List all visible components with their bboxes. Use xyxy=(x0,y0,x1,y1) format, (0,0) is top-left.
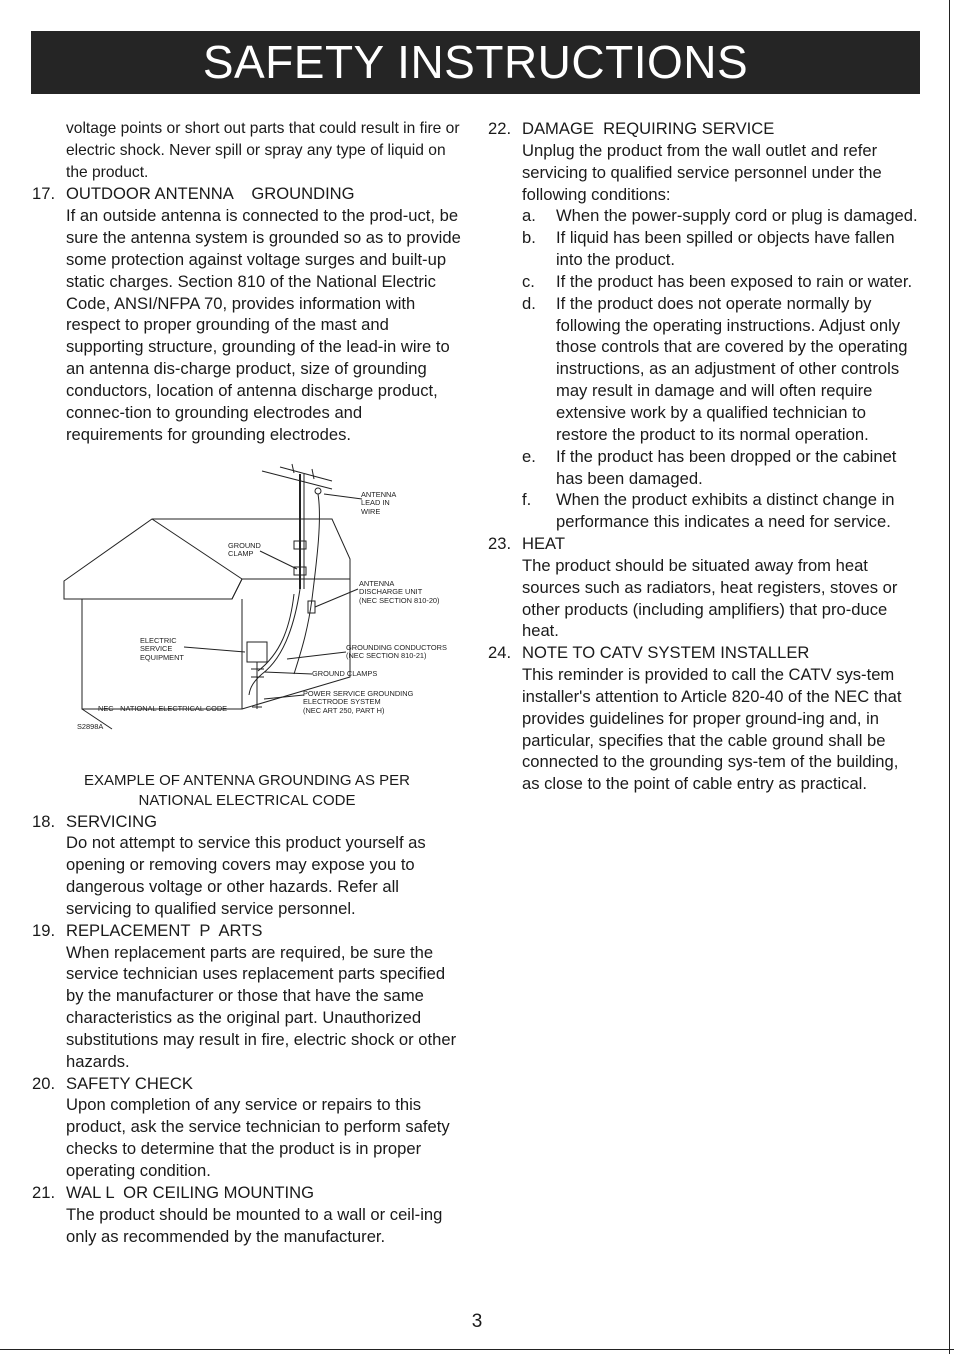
label-electric-service: ELECTRIC SERVICE EQUIPMENT xyxy=(140,635,184,662)
label-antenna-lead: ANTENNA LEAD IN WIRE xyxy=(361,489,397,516)
item-heading: SERVICING xyxy=(66,811,157,831)
sub-letter: f. xyxy=(522,490,532,510)
right-column xyxy=(488,118,918,795)
item-heading: SAFETY CHECK xyxy=(66,1073,193,1093)
sub-text: If the product has been dropped or the cabinet has been damaged. xyxy=(556,446,897,488)
item-number: 22. xyxy=(488,119,512,138)
item-20 xyxy=(32,1073,462,1182)
item-body: This reminder is provided to call the CATV sys-tem installer's attention to Article 820-40 of the NEC that provides guidelines for proper ground-ing and, in particular, specifies that the cable ground shall be connected to the grounding sys-tem of the building, as close to the point of cable entry as practical. xyxy=(522,665,902,794)
diagram-caption: EXAMPLE OF ANTENNA GROUNDING AS PER NATIONAL ELECTRICAL CODE xyxy=(84,771,410,809)
item-heading: WAL L OR CEILING MOUNTING xyxy=(66,1182,315,1202)
item-24 xyxy=(488,642,918,795)
page-number: 3 xyxy=(471,1311,483,1332)
sub-item-e xyxy=(488,446,918,490)
house-roof xyxy=(64,519,350,599)
label-code: S2898A xyxy=(77,721,104,731)
sub-letter: c. xyxy=(522,271,535,291)
item-body: Upon completion of any service or repairs to this product, ask the service technician to perform safety checks to determine that the product is in proper operating condition. xyxy=(66,1095,450,1181)
item-number: 18. xyxy=(32,811,56,831)
continuation-text: voltage points or short out parts that could result in fire or electric shock. Never spill or spray any type of liquid on the product. xyxy=(66,120,460,181)
item-body: When replacement parts are required, be sure the service technician uses replacement parts specified by the manufacturer or those that have the same characteristics as the original part. Unauthorized substitutions may result in fire, electric shock or other hazards. xyxy=(66,942,457,1071)
left-column xyxy=(32,118,462,1247)
item-heading: NOTE TO CATV SYSTEM INSTALLER xyxy=(522,643,810,663)
item-body: Unplug the product from the wall outlet and refer servicing to qualified service personnel under the following conditions: xyxy=(522,140,882,204)
item-number: 24. xyxy=(488,643,512,663)
label-power-service: POWER SERVICE GROUNDING ELECTRODE SYSTEM (NEC ART 250, PART H) xyxy=(303,688,414,715)
sub-item-d xyxy=(488,293,918,446)
item-heading: OUTDOOR ANTENNA GROUNDING xyxy=(66,184,355,204)
item-22 xyxy=(488,118,918,533)
item-heading: HEAT xyxy=(522,534,566,554)
item-number: 23. xyxy=(488,534,512,554)
page-title: SAFETY INSTRUCTIONS xyxy=(31,31,920,94)
item-body: If an outside antenna is connected to the prod-uct, be sure the antenna system is grounded so as to provide some protection against voltage surges and built-up static charges. Section 810 of the National Electric Code, ANSI/NFPA 70, provides information with respect to proper grounding of the mast and supporting structure, grounding of the lead-in wire to an antenna dis-charge product, size of grounding conductors, location of antenna discharge product, connec-tion to grounding electrodes and requirements for grounding electrodes. xyxy=(66,206,461,444)
sub-letter: b. xyxy=(522,228,536,248)
item-body: The product should be situated away from heat sources such as radiators, heat registers, stoves or other products (including amplifiers) that pro-duce heat. xyxy=(522,555,898,641)
sub-text: When the product exhibits a distinct change in performance this indicates a need for service. xyxy=(556,490,895,532)
sub-item-b xyxy=(488,227,918,271)
sub-letter: d. xyxy=(522,293,536,313)
sub-item-a xyxy=(488,205,918,227)
sub-letter: e. xyxy=(522,446,536,466)
item-number: 19. xyxy=(32,920,56,940)
label-nec: NEC - NATIONAL ELECTRICAL CODE xyxy=(98,703,228,713)
item-heading: REPLACEMENT P ARTS xyxy=(66,920,263,940)
item-23 xyxy=(488,533,918,642)
item-21 xyxy=(32,1182,462,1248)
sub-item-c xyxy=(488,271,918,293)
sub-text: If liquid has been spilled or objects have fallen into the product. xyxy=(556,228,895,270)
item-18 xyxy=(32,811,462,920)
label-ground-clamps: GROUND CLAMPS xyxy=(312,668,378,678)
page-border-right xyxy=(949,0,950,1354)
item-17 xyxy=(32,183,462,445)
antenna-grounding-diagram xyxy=(32,459,462,769)
item-number: 21. xyxy=(32,1182,56,1202)
item-19 xyxy=(32,920,462,1073)
item-body: Do not attempt to service this product yourself as opening or removing covers may expose you to dangerous voltage or other hazards. Refer all servicing to qualified service personnel. xyxy=(66,833,426,918)
item-number: 20. xyxy=(32,1073,56,1093)
label-ground-clamp: GROUND CLAMP xyxy=(228,540,261,559)
item-body: The product should be mounted to a wall or ceil-ing only as recommended by the manufacturer. xyxy=(66,1204,443,1246)
sub-text: If the product does not operate normally by following the operating instructions. Adjust only those controls that are covered by the operating instructions, as an adjustment of other controls may result in damage and will often require extensive work by a qualified technician to restore the product to its normal operation. xyxy=(556,293,908,444)
sub-text: If the product has been exposed to rain or water. xyxy=(556,271,913,291)
electric-service-box xyxy=(247,642,267,662)
sub-text: When the power-supply cord or plug is damaged. xyxy=(556,206,918,226)
label-grounding-conductors: GROUNDING CONDUCTORS (NEC SECTION 810-21) xyxy=(346,642,447,661)
item-number: 17. xyxy=(32,184,56,204)
sub-item-f xyxy=(488,489,918,533)
item-heading: DAMAGE REQUIRING SERVICE xyxy=(522,119,775,138)
sub-letter: a. xyxy=(522,206,536,226)
page-border-bottom xyxy=(0,1349,954,1350)
label-discharge-unit: ANTENNA DISCHARGE UNIT (NEC SECTION 810-20) xyxy=(359,578,440,605)
